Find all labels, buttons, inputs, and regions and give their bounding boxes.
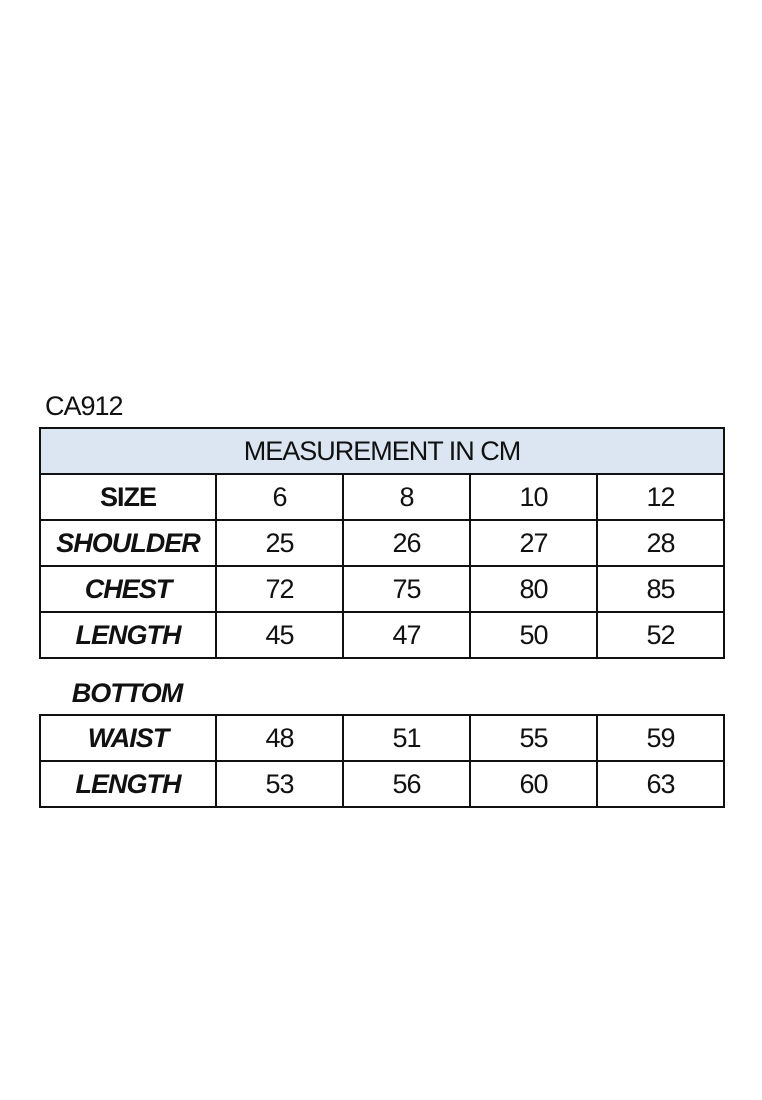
cell-value: 59 [597,715,724,761]
cell-value: 75 [343,566,470,612]
size-value: 6 [216,474,343,520]
table-header: MEASUREMENT IN CM [40,428,724,474]
bottom-section-label: BOTTOM [71,678,183,708]
size-label: SIZE [40,474,216,520]
size-value: 8 [343,474,470,520]
size-row [40,474,724,520]
table-row [40,612,724,658]
size-value: 12 [597,474,724,520]
product-code: CA912 [45,391,123,421]
table-header-row [40,428,724,474]
cell-value: 47 [343,612,470,658]
cell-value: 45 [216,612,343,658]
cell-value: 50 [470,612,597,658]
cell-value: 27 [470,520,597,566]
cell-value: 80 [470,566,597,612]
cell-value: 63 [597,761,724,807]
cell-value: 28 [597,520,724,566]
row-label: CHEST [40,566,216,612]
cell-value: 48 [216,715,343,761]
table-row [40,761,724,807]
row-label: LENGTH [40,761,216,807]
row-label: WAIST [40,715,216,761]
cell-value: 52 [597,612,724,658]
row-label: LENGTH [40,612,216,658]
size-chart-top-table [39,427,725,659]
size-chart-bottom-table [39,714,725,808]
cell-value: 55 [470,715,597,761]
cell-value: 60 [470,761,597,807]
cell-value: 26 [343,520,470,566]
table-row [40,566,724,612]
size-value: 10 [470,474,597,520]
cell-value: 85 [597,566,724,612]
cell-value: 51 [343,715,470,761]
table-row [40,520,724,566]
cell-value: 56 [343,761,470,807]
cell-value: 25 [216,520,343,566]
cell-value: 53 [216,761,343,807]
table-row [40,715,724,761]
cell-value: 72 [216,566,343,612]
row-label: SHOULDER [40,520,216,566]
